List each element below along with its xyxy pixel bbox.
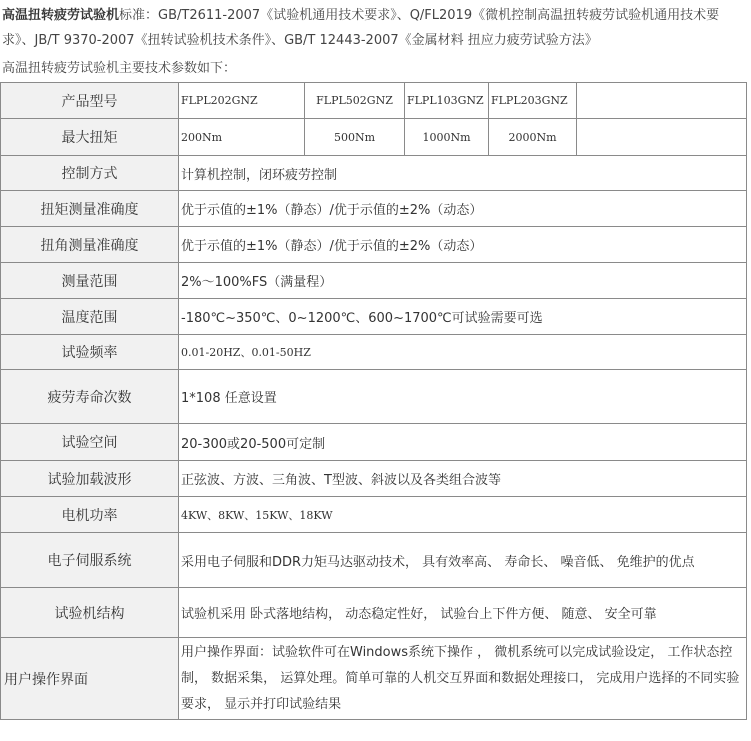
spec-subtitle: 高温扭转疲劳试验机主要技术参数如下： <box>2 61 237 76</box>
table-row <box>1 638 747 720</box>
model-cell: FLPL103GNZ <box>405 83 489 119</box>
intro-title: 高温扭转疲劳试验机 <box>2 8 120 23</box>
row-label: 扭矩测量准确度 <box>1 191 179 227</box>
table-row <box>1 533 747 588</box>
row-label: 电机功率 <box>1 497 179 533</box>
table-row <box>1 227 747 263</box>
row-label: 产品型号 <box>1 83 179 119</box>
row-label: 试验空间 <box>1 424 179 461</box>
table-row <box>1 424 747 461</box>
row-label: 用户操作界面 <box>1 638 179 720</box>
table-row-torque <box>1 119 747 156</box>
table-row <box>1 191 747 227</box>
row-value: 用户操作界面：试验软件可在Windows系统下操作 ， 微机系统可以完成试验设定， 工作状态控制， 数据采集， 运算处理。简单可靠的人机交互界面和数据处理接口， 完成用户选择的不同实验要求， 显示并打印试验结果 <box>179 638 747 720</box>
intro-standards: 标准：GB/T2611-2007《试验机通用技术要求》、Q/FL2019《微机控制高温扭转疲劳试验机通用技术要求》、JB/T 9370-2007《扭转试验机技术条件》、GB/T 12443-2007《金属材料 扭应力疲劳试验方法》 <box>2 8 720 48</box>
row-value: 4KW、8KW、15KW、18KW <box>179 497 747 533</box>
row-value: 1*108 任意设置 <box>179 370 747 424</box>
model-cell: FLPL203GNZ <box>489 83 577 119</box>
table-row <box>1 461 747 497</box>
row-label: 试验机结构 <box>1 588 179 638</box>
torque-cell: 200Nm <box>179 119 305 156</box>
table-row <box>1 370 747 424</box>
row-value: 优于示值的±1%（静态）/优于示值的±2%（动态） <box>179 191 747 227</box>
row-label: 控制方式 <box>1 156 179 191</box>
model-cell: FLPL202GNZ <box>179 83 305 119</box>
row-value: -180℃~350℃、0~1200℃、600~1700℃可试验需要可选 <box>179 299 747 335</box>
row-label: 电子伺服系统 <box>1 533 179 588</box>
intro-paragraph <box>2 3 747 53</box>
spec-table <box>0 82 747 720</box>
table-row <box>1 156 747 191</box>
row-value: 优于示值的±1%（静态）/优于示值的±2%（动态） <box>179 227 747 263</box>
row-label: 温度范围 <box>1 299 179 335</box>
row-value: 计算机控制，闭环疲劳控制 <box>179 156 747 191</box>
table-row <box>1 335 747 370</box>
row-label: 疲劳寿命次数 <box>1 370 179 424</box>
row-value: 正弦波、方波、三角波、T型波、斜波以及各类组合波等 <box>179 461 747 497</box>
torque-cell: 2000Nm <box>489 119 577 156</box>
row-value: 2%～100%FS（满量程） <box>179 263 747 299</box>
row-label: 试验加载波形 <box>1 461 179 497</box>
torque-cell <box>577 119 747 156</box>
table-row <box>1 588 747 638</box>
row-value: 试验机采用 卧式落地结构， 动态稳定性好， 试验台上下件方便、 随意、 安全可靠 <box>179 588 747 638</box>
row-label: 最大扭矩 <box>1 119 179 156</box>
table-row <box>1 299 747 335</box>
row-label: 扭角测量准确度 <box>1 227 179 263</box>
torque-cell: 1000Nm <box>405 119 489 156</box>
table-row-model <box>1 83 747 119</box>
row-value: 20-300或20-500可定制 <box>179 424 747 461</box>
row-value: 采用电子伺服和DDR力矩马达驱动技术， 具有效率高、 寿命长、 噪音低、 免维护的优点 <box>179 533 747 588</box>
row-label: 测量范围 <box>1 263 179 299</box>
row-value: 0.01-20HZ、0.01-50HZ <box>179 335 747 370</box>
model-cell: FLPL502GNZ <box>305 83 405 119</box>
model-cell <box>577 83 747 119</box>
table-row <box>1 497 747 533</box>
row-label: 试验频率 <box>1 335 179 370</box>
table-row <box>1 263 747 299</box>
torque-cell: 500Nm <box>305 119 405 156</box>
